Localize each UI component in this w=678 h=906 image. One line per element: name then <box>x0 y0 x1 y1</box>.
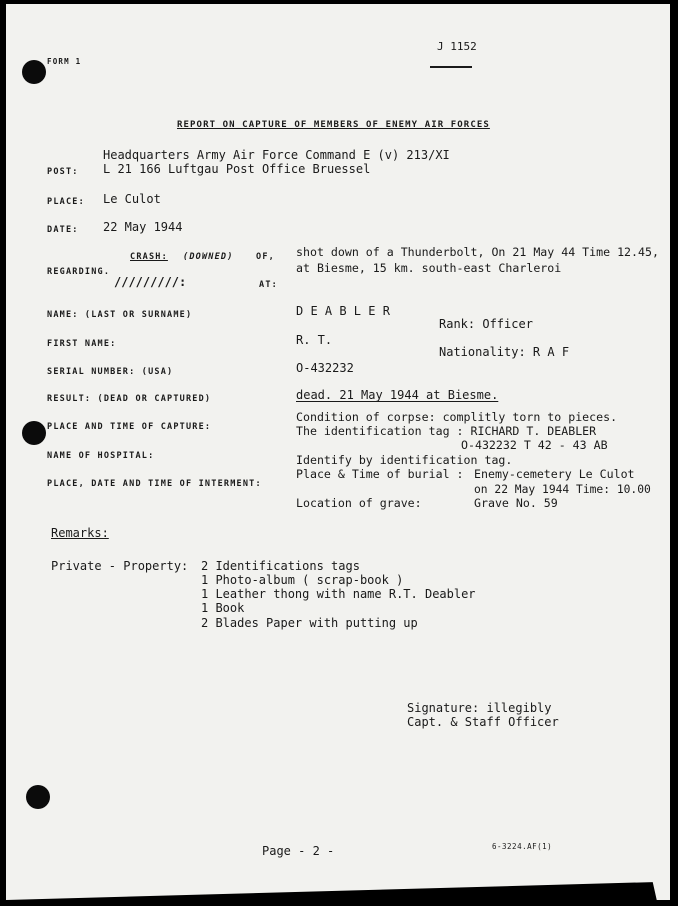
identify-method: Identify by identification tag. <box>296 453 513 467</box>
punch-hole-middle <box>22 421 46 445</box>
capture-label: PLACE AND TIME OF CAPTURE: <box>47 422 212 432</box>
place-label: PLACE: <box>47 197 85 207</box>
regarding-line-2: at Biesme, 15 km. south-east Charleroi <box>296 261 562 275</box>
of-label: OF, <box>256 252 275 262</box>
punch-hole-bottom <box>26 785 50 809</box>
property-item: 1 Book <box>201 601 245 615</box>
serial-label: SERIAL NUMBER: (USA) <box>47 367 174 377</box>
burial-time: on 22 May 1944 Time: 10.00 <box>474 483 651 496</box>
first-name-value: R. T. <box>296 333 333 347</box>
burial-place: Enemy-cemetery Le Culot <box>474 467 635 481</box>
file-ref-underline <box>430 66 472 68</box>
property-item: 1 Leather thong with name R.T. Deabler <box>201 587 476 601</box>
punch-hole-top <box>22 60 46 84</box>
regarding-label: REGARDING. <box>47 267 111 277</box>
struck-out-text: /////////: <box>114 275 187 289</box>
result-label: RESULT: (DEAD OR CAPTURED) <box>47 394 212 404</box>
at-label: AT: <box>259 280 278 290</box>
property-label: Private - Property: <box>51 559 189 573</box>
grave-location-label: Location of grave: <box>296 496 422 510</box>
corpse-condition: Condition of corpse: complitly torn to pieces. <box>296 410 618 424</box>
hospital-label: NAME OF HOSPITAL: <box>47 451 155 461</box>
first-name-label: FIRST NAME: <box>47 339 117 349</box>
property-item: 2 Blades Paper with putting up <box>201 616 418 630</box>
name-value: D E A B L E R <box>296 304 390 318</box>
identification-tag-number: O-432232 T 42 - 43 AB <box>461 438 608 452</box>
crash-label: CRASH: <box>130 252 168 262</box>
date-label: DATE: <box>47 225 79 235</box>
grave-location: Grave No. 59 <box>474 496 558 510</box>
report-title: REPORT ON CAPTURE OF MEMBERS OF ENEMY AIR FORCES <box>177 120 490 130</box>
file-reference: J 1152 <box>437 40 477 53</box>
headquarters-line: Headquarters Army Air Force Command E (v) 213/XI <box>103 148 450 162</box>
property-item: 1 Photo-album ( scrap-book ) <box>201 573 404 587</box>
form-number: FORM 1 <box>47 57 82 66</box>
page-number: Page - 2 - <box>262 844 335 858</box>
post-label: POST: <box>47 167 79 177</box>
remarks-heading: Remarks: <box>51 526 109 540</box>
officer-title: Capt. & Staff Officer <box>407 715 559 729</box>
signature: Signature: illegibly <box>407 701 552 715</box>
post-value: L 21 166 Luftgau Post Office Bruessel <box>103 162 371 176</box>
nationality-value: Nationality: R A F <box>439 345 570 359</box>
regarding-line-1: shot down of a Thunderbolt, On 21 May 44 Time 12.45, <box>296 245 659 259</box>
form-code: 6-3224.AF(1) <box>492 842 553 851</box>
property-item: 2 Identifications tags <box>201 559 360 573</box>
result-value: dead. 21 May 1944 at Biesme. <box>296 388 499 402</box>
interment-label: PLACE, DATE AND TIME OF INTERMENT: <box>47 479 262 489</box>
serial-value: O-432232 <box>296 361 354 375</box>
place-value: Le Culot <box>103 192 161 206</box>
date-value: 22 May 1944 <box>103 220 183 234</box>
identification-tag: The identification tag : RICHARD T. DEABLER <box>296 424 597 438</box>
name-label: NAME: (LAST OR SURNAME) <box>47 310 193 320</box>
rank-value: Rank: Officer <box>439 317 533 331</box>
burial-label: Place & Time of burial : <box>296 467 464 481</box>
downed-label: (DOWNED) <box>183 252 234 262</box>
